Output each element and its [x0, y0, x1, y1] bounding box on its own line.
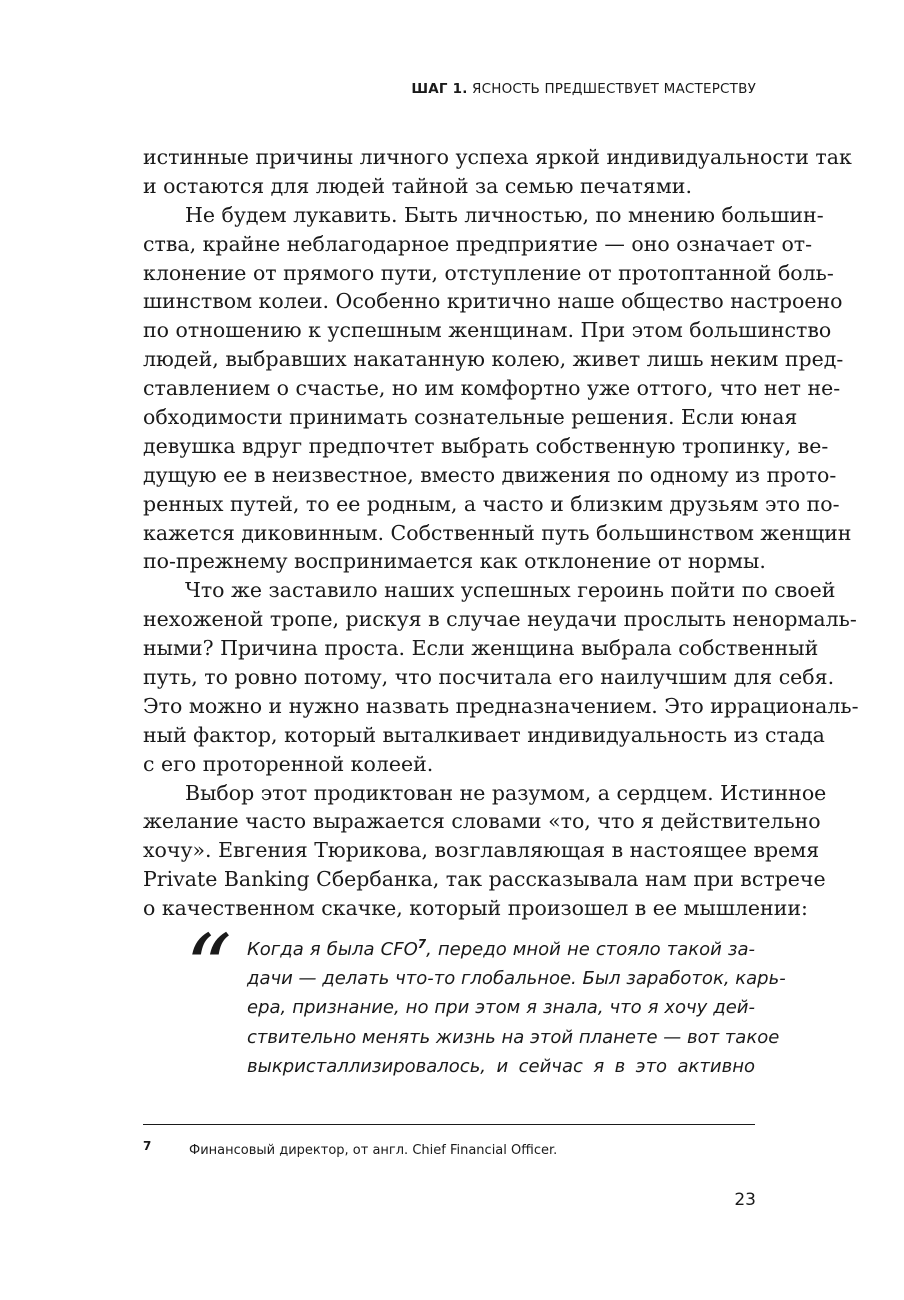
- body-line: ства, крайне неблагодарное предприятие — оно означает от-: [143, 231, 813, 256]
- quote-line: [247, 935, 755, 964]
- footnote-text: Финансовый директор, от англ. Chief Financial Officer.: [189, 1143, 558, 1158]
- quote-mark-icon: “: [185, 915, 233, 1022]
- quote-text: [247, 935, 786, 1081]
- running-head: [411, 81, 756, 97]
- body-line: Выбор этот продиктован не разумом, а сердцем. Истинное: [185, 780, 827, 805]
- quote-line: ствительно менять жизнь на этой планете — вот такое: [247, 1026, 780, 1048]
- quote-line: ера, признание, но при этом я знала, что я хочу дей-: [247, 997, 755, 1019]
- body-line: клонение от прямого пути, отступление от протоптанной боль-: [143, 260, 834, 285]
- body-line: желание часто выражается словами «то, что я действительно: [143, 809, 821, 834]
- footnote-reference: 7: [417, 937, 427, 951]
- body-line: ный фактор, который выталкивает индивидуальность из стада: [143, 722, 825, 747]
- quote-line-start: Когда я была CFO: [247, 939, 418, 960]
- body-line: путь, то ровно потому, что посчитала его наилучшим для себя.: [143, 665, 835, 690]
- body-line: по отношению к успешным женщинам. При этом большинство: [143, 318, 832, 343]
- body-line: хочу». Евгения Тюрикова, возглавляющая в настоящее время: [143, 838, 820, 863]
- body-line: обходимости принимать сознательные решения. Если юная: [143, 405, 798, 430]
- body-line: кажется диковинным. Собственный путь большинством женщин: [143, 520, 852, 545]
- footnote-divider: [143, 1124, 755, 1125]
- page-number: 23: [734, 1190, 756, 1210]
- running-head-step: ШАГ 1.: [411, 81, 468, 97]
- body-line: Это можно и нужно назвать предназначением. Это иррациональ-: [143, 693, 859, 718]
- body-line: Private Banking Сбербанка, так рассказывала нам при встрече: [143, 867, 826, 892]
- quote-line-end: , передо мной не стояло такой за-: [426, 939, 755, 960]
- footnote-number: 7: [143, 1139, 152, 1153]
- body-line: нехоженой тропе, рискуя в случае неудачи прослыть ненормаль-: [143, 607, 857, 632]
- body-line: и остаются для людей тайной за семью печатями.: [143, 173, 692, 198]
- body-line: шинством колеи. Особенно критично наше общество настроено: [143, 289, 843, 314]
- body-line: Что же заставило наших успешных героинь пойти по своей: [185, 578, 836, 603]
- body-line: ными? Причина проста. Если женщина выбрала собственный: [143, 636, 819, 661]
- body-line: Не будем лукавить. Быть личностью, по мнению большин-: [185, 202, 824, 227]
- body-line: дущую ее в неизвестное, вместо движения по одному из прото-: [143, 462, 837, 487]
- body-line: людей, выбравших накатанную колею, живет лишь неким пред-: [143, 347, 844, 372]
- running-head-title: ЯСНОСТЬ ПРЕДШЕСТВУЕТ МАСТЕРСТВУ: [472, 81, 756, 97]
- body-text: [143, 143, 859, 923]
- quote-line: дачи — делать что-то глобальное. Был заработок, карь-: [247, 968, 786, 990]
- body-line: по-прежнему воспринимается как отклонение от нормы.: [143, 549, 766, 574]
- body-line: с его проторенной колеей.: [143, 751, 434, 776]
- body-line: ренных путей, то ее родным, а часто и близким друзьям это по-: [143, 491, 840, 516]
- body-line: о качественном скачке, который произошел в ее мышлении:: [143, 896, 808, 921]
- quote-line: выкристаллизировалось, и сейчас я в это активно: [247, 1055, 755, 1077]
- body-line: девушка вдруг предпочтет выбрать собственную тропинку, ве-: [143, 433, 829, 458]
- body-line: истинные причины личного успеха яркой индивидуальности так: [143, 145, 852, 169]
- body-line: ставлением о счастье, но им комфортно уже оттого, что нет не-: [143, 376, 841, 401]
